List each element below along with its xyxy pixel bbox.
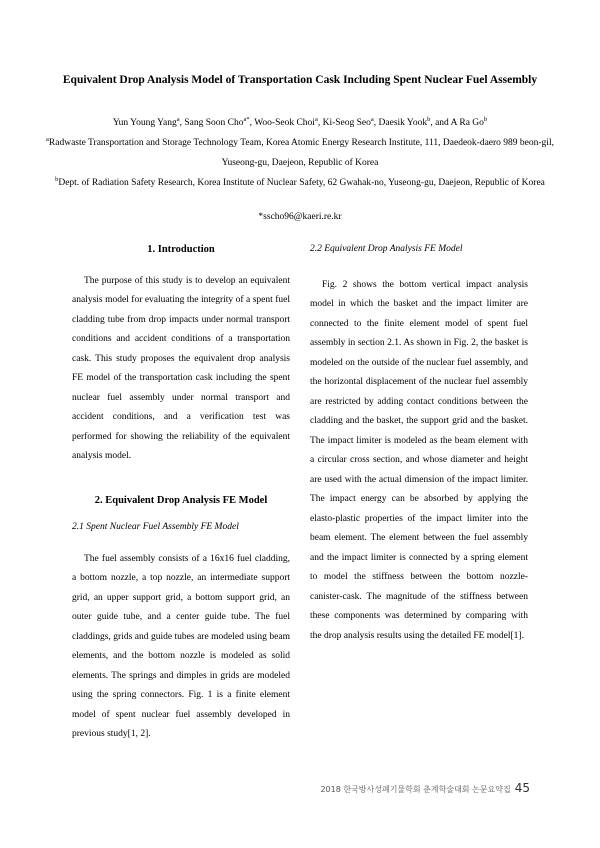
author: Sang Soon Cho$^{a*}$,	[184, 115, 255, 128]
corresponding-email[interactable]: *sscho96@kaeri.re.kr	[258, 212, 342, 222]
section2-heading: 2. Equivalent Drop Analysis FE Model	[94, 494, 268, 506]
author-list	[40, 117, 560, 129]
introduction-paragraph: The purpose of this study is to develop an equivalent analysis model for evaluating the integrity of a spent fuel cladding tube from drop impacts under normal transport conditions and accident conditions of a transportation cask. This study proposes the equivalent drop analysis FE model of the transportation cask including the spent nuclear fuel assembly under normal transport and accident conditions, and a verification test was performed for showing the reliability of the equivalent analysis model.	[72, 275, 290, 461]
affiliation-a: $^a$Radwaste Transportation and Storage Technology Team, Korea Atomic Energy Research Institute, 111, Daedeok-daero 989 beon-gil, Yuseong-gu, Daejeon, Republic of Korea	[46, 135, 554, 168]
proceedings-name: 2018 한국방사성폐기물학회 춘계학술대회 논문요약집	[320, 785, 511, 794]
author: Ki-Seog Seo$^a$,	[322, 115, 379, 128]
page-number: 45	[514, 781, 530, 795]
page-footer	[320, 781, 530, 795]
paper-title: Equivalent Drop Analysis Model of Transportation Cask Including Spent Nuclear Fuel Assembly	[62, 74, 538, 86]
author: A Ra Go$^b$	[450, 115, 488, 128]
author: Yun Young Yang$^a$,	[112, 115, 185, 128]
subsection-2-2-heading: 2.2 Equivalent Drop Analysis FE Model	[310, 244, 463, 254]
author: Daesik Yook$^b$, and	[378, 115, 451, 128]
subsection-2-2-paragraph: Fig. 2 shows the bottom vertical impact analysis model in which the basket and the impact limiter are connected to the finite element model of spent fuel assembly in section 2.1. As shown in Fig. 2, the basket is modeled on the outside of the nuclear fuel assembly, and the horizontal displacement of the nuclear fuel assembly are restricted by adding contact conditions between the cladding and the basket, the support grid and the basket. The impact limiter is modeled as the beam element with a circular cross section, and whose diameter and height are used with the actual dimension of the impact limiter. The impact energy can be absorbed by applying the elasto-plastic properties of the impact limiter into the beam element. The element between the fuel assembly and the impact limiter is connected by a spring element to model the stiffness between the bottom nozzle-canister-cask. The magnitude of the stiffness between these components was determined by comparing with the drop analysis results using the detailed FE model[1].	[310, 279, 528, 641]
subsection-2-1-heading: 2.1 Spent Nuclear Fuel Assembly FE Model	[72, 522, 239, 532]
author: Woo-Seok Choi$^a$,	[254, 115, 323, 128]
introduction-heading: 1. Introduction	[147, 244, 215, 255]
right-column	[310, 240, 528, 646]
left-column	[72, 240, 290, 745]
subsection-2-1-paragraph: The fuel assembly consists of a 16x16 fuel cladding, a bottom nozzle, a top nozzle, an intermediate support grid, an upper support grid, a bottom support grid, an outer guide tube, and a center guide tube. The fuel claddings, grids and guide tubes are modeled using beam elements, and the bottom nozzle is modeled as solid elements. The springs and dimples in grids are modeled using the spring connectors. Fig. 1 is a finite element model of spent nuclear fuel assembly developed in previous study[1, 2].	[72, 553, 290, 739]
affiliation-b: $^b$Dept. of Radiation Safety Research, Korea Institute of Nuclear Safety, 62 Gwahak-no, Yuseong-gu, Daejeon, Republic of Korea	[55, 175, 545, 188]
